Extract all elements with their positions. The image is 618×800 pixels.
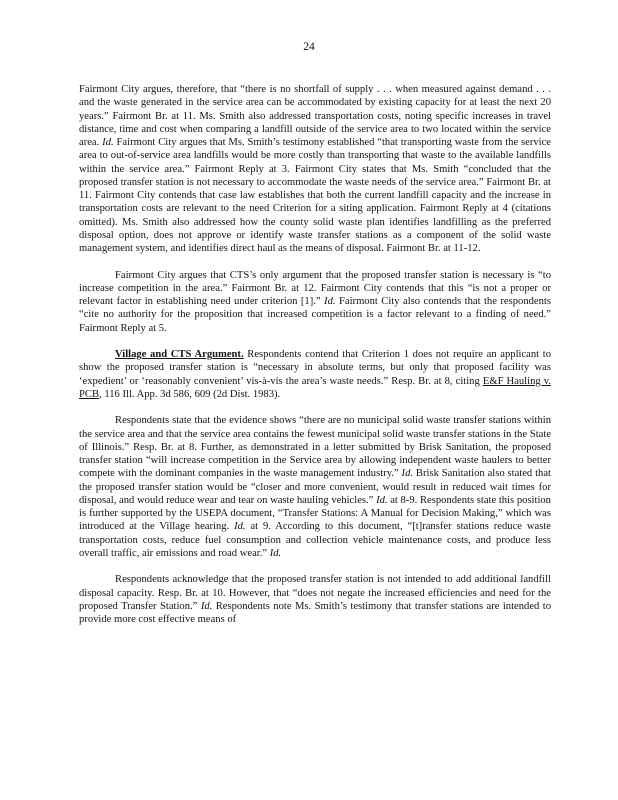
page-number: 24	[303, 41, 315, 53]
paragraph-respondents-evidence	[79, 414, 551, 560]
text: Fairmont City argues that CTS’s only argument that the proposed transfer station is necessary is “to increase competition in the area.” Fairmont Br. at 12. Fairmont City contends that this “is not a proper or relevant factor in establishing need under criterion [1].”	[79, 269, 551, 308]
citation-id: Id.	[234, 521, 246, 533]
text: Brisk Sanitation also stated that the proposed transfer station would be “closer and more convenient, would result in reduced wait times for disposal, and would reduce wear and tear on waste hauling vehicles.”	[79, 468, 551, 506]
citation-id: Id.	[269, 547, 282, 559]
citation-id: Id.	[200, 600, 213, 612]
case-citation: E&F Hauling v. PCB	[79, 375, 551, 400]
text: Fairmont City argues that Ms. Smith’s testimony established “that transporting waste from the service area to out-of-service area landfills would be more costly than transporting that waste to the available landfills within the service area.” Fairmont Reply at 3. Fairmont City states that Ms. Smith “concluded that the proposed transfer station is not necessary to accommodate the waste needs of the service area.” Fairmont Br. at 11. Fairmont City contends that case law establishes that both the current landfill capacity and the increase in transportation costs are relevant to the need Criterion for a siting application. Fairmont Reply at 4 (citations omitted). Ms. Smith also addressed how the county solid waste plan identifies landfilling as the preferred disposal option, does not approve or identify waste transfer stations as a component of the solid waste management system, and identifies direct haul as the means of disposal. Fairmont Br. at 11-12.	[79, 137, 552, 254]
text: Respondents note Ms. Smith’s testimony that transfer stations are intended to provide more cost effective means of	[79, 600, 551, 626]
text: Fairmont City also contends that the respondents “cite no authority for the proposition that increased competition is a factor relevant to a finding of need.” Fairmont Reply at 5.	[79, 296, 551, 334]
paragraph-fairmont-capacity	[79, 83, 551, 255]
paragraph-fairmont-competition	[79, 269, 551, 335]
text: Respondents contend that Criterion 1 does not require an applicant to show the proposed transfer station is “necessary in absolute terms, but only that proposed facility was ‘expedient’ or ‘reasonably convenient’ vis-à-vis the area’s waste needs.” Resp. Br. at 8, citing	[79, 349, 552, 387]
paragraph-village-cts-argument	[79, 348, 551, 401]
text: at 9. According to this document, “[t]ransfer stations reduce waste transportation costs, reduce fuel consumption and collection vehicle maintenance costs, and produce less overall traffic, air emissions and road wear.”	[79, 521, 551, 559]
text: at 8-9. Respondents state this position is further supported by the USEPA document, “Transfer Stations: A Manual for Decision Making,” which was introduced at the Village hearing.	[79, 494, 551, 533]
citation-id: Id.	[102, 137, 114, 148]
citation-id: Id.	[401, 468, 414, 480]
document-body	[79, 83, 551, 640]
text: Fairmont City argues, therefore, that “there is no shortfall of supply . . . when measured against demand . . . and the waste generated in the service area can be accommodated by existing capacity for at least the next 20 years.” Fairmont Br. at 11. Ms. Smith also addressed transportation costs, noting specific increases in travel distance, time and cost when comparing a landfill outside of the service area to two located within the service area.	[79, 84, 551, 148]
citation-id: Id.	[376, 494, 388, 506]
section-heading: Village and CTS Argument.	[115, 349, 244, 361]
text: Respondents state that the evidence shows “there are no municipal solid waste transfer stations within the service area and that the service area contains the fewest municipal solid waste transfer stations in the State of Illinois.” Resp. Br. at 8. Further, as demonstrated in a letter submitted by Brisk Sanitation, the proposed transfer station “will increase competition in the Service area by allowing independent waste haulers to better compete with the dominant companies in the waste management industry.”	[79, 415, 551, 480]
text: , 116 Ill. App. 3d 586, 609 (2d Dist. 1983).	[99, 388, 281, 400]
paragraph-respondents-acknowledge	[79, 573, 551, 626]
citation-id: Id.	[324, 296, 336, 308]
text: Respondents acknowledge that the proposed transfer station is not intended to add additional landfill disposal capacity. Resp. Br. at 10. However, that “does not negate the increased efficiencies and need for the proposed Transfer Station.”	[79, 574, 551, 612]
